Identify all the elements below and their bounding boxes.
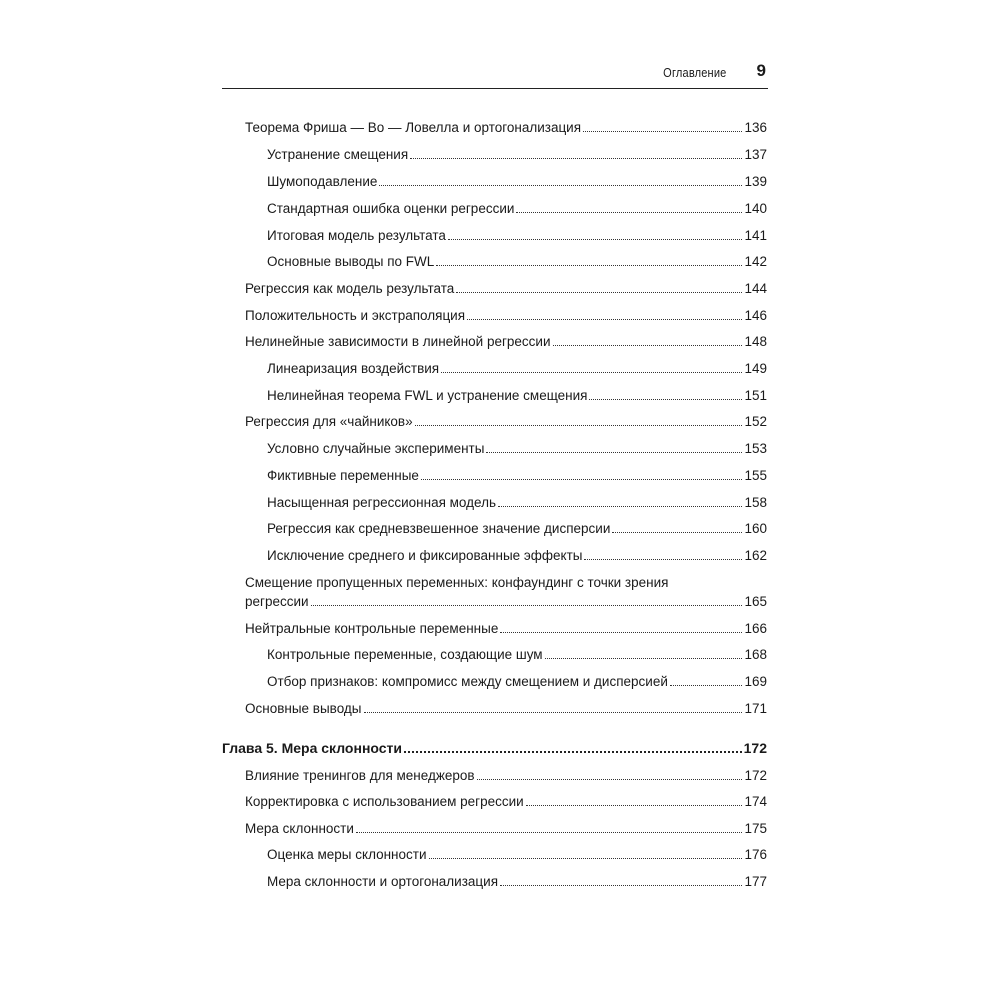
toc-entry-title: Стандартная ошибка оценки регрессии: [267, 201, 515, 216]
toc-entry-page: 152: [744, 414, 767, 429]
dot-leader: [486, 452, 742, 453]
toc-entry-page: 168: [744, 647, 767, 662]
dot-leader: [421, 479, 743, 480]
dot-leader: [356, 832, 743, 833]
toc-entry-title: Исключение среднего и фиксированные эффекты: [267, 548, 583, 563]
toc-entry[interactable]: [245, 280, 767, 297]
toc-entry-title: Теорема Фриша — Во — Ловелла и ортогонализация: [245, 120, 582, 135]
toc-entry[interactable]: [267, 547, 767, 564]
toc-entry[interactable]: [267, 646, 767, 663]
toc-entry[interactable]: [245, 700, 767, 717]
toc-entry-title: Нелинейная теорема FWL и устранение смещения: [267, 388, 588, 403]
toc-entry[interactable]: [267, 873, 767, 890]
toc-entry-page: 146: [744, 308, 767, 323]
dot-leader: [429, 858, 743, 859]
toc-entry-title-line: Смещение пропущенных переменных: конфаундинг с точки зрения: [245, 575, 669, 590]
toc-entry-title: Насыщенная регрессионная модель: [267, 495, 496, 510]
dot-leader: [612, 532, 742, 533]
toc-entry-title: Регрессия для «чайников»: [245, 414, 413, 429]
toc-entry[interactable]: [245, 620, 767, 637]
toc-entry-title: Фиктивные переменные: [267, 468, 419, 483]
toc-entry-title: Оценка меры склонности: [267, 847, 427, 862]
dot-leader: [583, 131, 742, 132]
toc-entry-page: 172: [744, 768, 767, 783]
dot-leader: [404, 751, 742, 753]
dot-leader: [498, 506, 742, 507]
dot-leader: [410, 158, 742, 159]
toc-entry[interactable]: [267, 253, 767, 270]
toc-entry[interactable]: [267, 520, 767, 537]
toc-entry-title: Устранение смещения: [267, 147, 409, 162]
toc-entry-title: Корректировка с использованием регрессии: [245, 794, 524, 809]
toc-entry[interactable]: [267, 440, 767, 457]
toc-entry-title: Основные выводы: [245, 701, 362, 716]
dot-leader: [477, 779, 743, 780]
toc-entry[interactable]: [267, 227, 767, 244]
dot-leader: [545, 658, 743, 659]
toc-entry-page: 177: [744, 874, 767, 889]
toc-entry-page: 160: [744, 521, 767, 536]
toc-entry-page: 172: [743, 740, 767, 756]
dot-leader: [516, 212, 742, 213]
toc-entry[interactable]: [245, 333, 767, 350]
toc-entry-title: Линеаризация воздействия: [267, 361, 440, 376]
toc-entry-title: Контрольные переменные, создающие шум: [267, 647, 543, 662]
toc-entry-title: регрессии: [245, 594, 309, 609]
toc-entry[interactable]: [245, 119, 767, 136]
running-title: Оглавление: [662, 65, 726, 80]
toc-entry-title: Мера склонности: [245, 821, 354, 836]
toc-entry[interactable]: [245, 793, 767, 810]
dot-leader: [670, 685, 743, 686]
toc-chapter-entry[interactable]: [222, 740, 767, 757]
toc-entry[interactable]: [245, 820, 767, 837]
dot-leader: [467, 319, 742, 320]
toc-entry-page: 142: [744, 254, 767, 269]
toc-entry-page: 153: [744, 441, 767, 456]
toc-entry[interactable]: [267, 200, 767, 217]
running-head: [222, 62, 768, 89]
toc-entry-page: 139: [744, 174, 767, 189]
toc-entry-page: 136: [744, 120, 767, 135]
toc-entry-title: Отбор признаков: компромисс между смещением и дисперсией: [267, 674, 668, 689]
toc-entry[interactable]: [245, 307, 767, 324]
toc-entry-page: 141: [744, 228, 767, 243]
dot-leader: [436, 265, 742, 266]
toc-entry-page: 140: [744, 201, 767, 216]
toc-entry-page: 148: [744, 334, 767, 349]
toc-entry-page: 175: [744, 821, 767, 836]
dot-leader: [311, 605, 743, 606]
toc-entry-page: 155: [744, 468, 767, 483]
toc-entry-page: 162: [744, 548, 767, 563]
toc-entry-title: Шумоподавление: [267, 174, 378, 189]
toc-entry[interactable]: [267, 360, 767, 377]
page-number: 9: [756, 61, 766, 80]
toc-entry-title: Итоговая модель результата: [267, 228, 446, 243]
toc-entry-page: 169: [744, 674, 767, 689]
toc-entry[interactable]: [267, 146, 767, 163]
dot-leader: [500, 632, 742, 633]
toc-entry-title: Положительность и экстраполяция: [245, 308, 466, 323]
toc-entry-title: Глава 5. Мера склонности: [222, 740, 403, 756]
toc-entry[interactable]: [267, 494, 767, 511]
dot-leader: [553, 345, 743, 346]
dot-leader: [448, 239, 743, 240]
dot-leader: [456, 292, 742, 293]
toc-entry-page: 165: [744, 594, 767, 609]
toc-entry-title: Влияние тренингов для менеджеров: [245, 768, 475, 783]
toc-entry-page: 158: [744, 495, 767, 510]
toc-entry-page: 171: [744, 701, 767, 716]
toc-entry-title: Основные выводы по FWL: [267, 254, 435, 269]
toc-entry-title: Регрессия как модель результата: [245, 281, 455, 296]
toc-entry-page: 174: [744, 794, 767, 809]
dot-leader: [526, 805, 743, 806]
dot-leader: [584, 559, 742, 560]
toc-entry-title: Регрессия как средневзвешенное значение дисперсии: [267, 521, 611, 536]
toc-entry-page: 166: [744, 621, 767, 636]
toc-entry[interactable]: [245, 413, 767, 430]
toc-entry[interactable]: [267, 673, 767, 690]
toc-entry[interactable]: [267, 846, 767, 863]
toc-entry[interactable]: [245, 767, 767, 784]
toc-entry[interactable]: [267, 173, 767, 190]
dot-leader: [589, 399, 742, 400]
dot-leader: [500, 885, 742, 886]
dot-leader: [379, 185, 742, 186]
toc-entry-page: 151: [744, 388, 767, 403]
toc-entry[interactable]: [267, 387, 767, 404]
dot-leader: [415, 425, 743, 426]
dot-leader: [364, 712, 743, 713]
toc-entry-page: 176: [744, 847, 767, 862]
toc-entry-page: 144: [744, 281, 767, 296]
dot-leader: [441, 372, 742, 373]
toc-entry-title: Нейтральные контрольные переменные: [245, 621, 499, 636]
toc-entry-page: 137: [744, 147, 767, 162]
toc-entry-page: 149: [744, 361, 767, 376]
toc-entry-title: Нелинейные зависимости в линейной регрессии: [245, 334, 551, 349]
toc-entry[interactable]: [267, 467, 767, 484]
toc-entry[interactable]: [245, 593, 767, 610]
toc-entry-title: Условно случайные эксперименты: [267, 441, 485, 456]
toc-entry-title: Мера склонности и ортогонализация: [267, 874, 499, 889]
